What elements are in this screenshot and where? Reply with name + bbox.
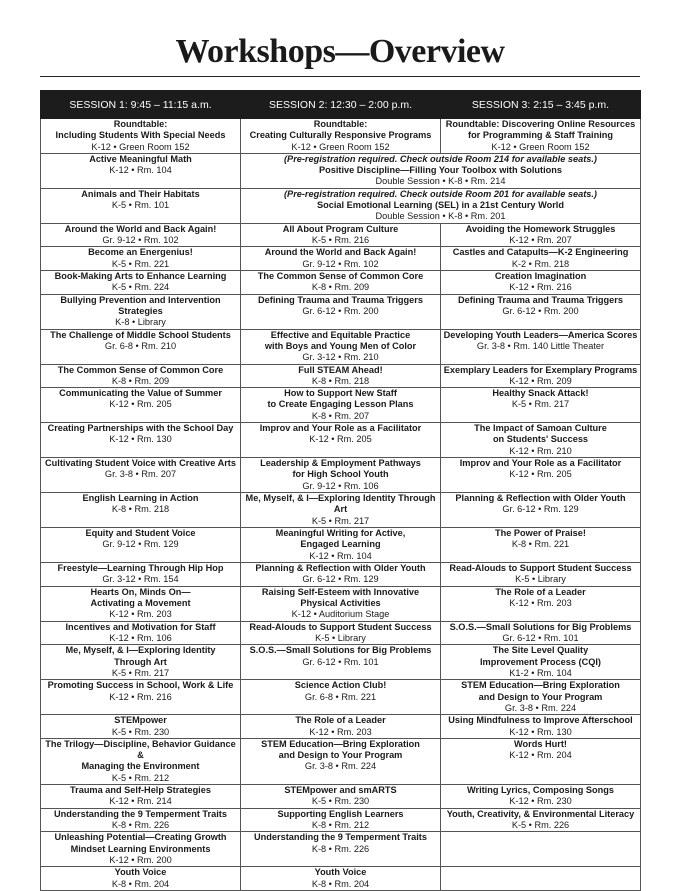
workshop-cell [41,832,241,867]
grade-room-info: K-5 • Rm. 230 [111,726,170,737]
registration-note: (Pre-registration required. Check outside Room 201 for available seats.) [284,188,597,199]
workshop-title: STEM Education—Bring Exploration [461,680,620,691]
workshop-title: Understanding the 9 Temperment Traits [54,808,227,819]
workshop-title: Improv and Your Role as a Facilitator [259,423,422,434]
workshop-cell [41,586,241,621]
title-divider [40,76,640,77]
workshop-title: The Common Sense of Common Core [257,271,424,282]
workshop-cell [441,808,641,832]
table-row [41,329,641,364]
workshop-cell [241,329,441,364]
workshop-title: Cultivating Student Voice with Creative Arts [45,458,236,469]
grade-room-info: Gr. 9-12 • Rm. 102 [302,258,379,269]
workshop-title: Equity and Student Voice [85,528,196,539]
workshop-cell [241,223,441,247]
workshop-title: Full STEAM Ahead! [298,364,383,375]
workshop-title: Words Hurt! [514,738,567,749]
workshop-title: The Impact of Samoan Culture [474,423,607,434]
grade-room-info: Gr. 6-12 • Rm. 200 [302,305,379,316]
workshop-title: Physical Activities [300,597,381,608]
grade-room-info: K-8 • Library [115,317,166,328]
workshop-title: Avoiding the Homework Struggles [465,223,616,234]
grade-room-info: K-12 • Green Room 152 [291,141,390,152]
workshop-cell [41,867,241,891]
workshop-title: STEM Education—Bring Exploration [261,738,420,749]
workshop-cell [241,832,441,867]
workshop-title: to Create Engaging Lesson Plans [267,399,414,410]
grade-room-info: K-8 • Rm. 209 [311,282,370,293]
workshop-cell [241,119,441,154]
table-row [41,294,641,329]
workshop-title: Science Action Club! [294,680,387,691]
grade-room-info: K1-2 • Rm. 104 [509,667,572,678]
workshop-title: Me, Myself, & I—Exploring Identity [65,645,216,656]
workshop-cell [241,808,441,832]
workshops-table-body [41,119,641,891]
workshop-title: and Design to Your Program [478,691,603,702]
workshop-cell [241,680,441,715]
grade-room-info: K-12 • Rm. 210 [509,445,572,456]
table-row [41,680,641,715]
workshop-title: Raising Self-Esteem with Innovative [261,586,420,597]
workshop-title: S.O.S.—Small Solutions for Big Problems [249,645,432,656]
workshop-title: Incentives and Motivation for Staff [65,621,216,632]
table-row [41,785,641,809]
workshop-title: Bullying Prevention and Intervention Strategies [60,294,221,316]
workshop-cell [41,458,241,493]
workshop-title: Youth Voice [114,867,167,878]
workshop-title: Trauma and Self-Help Strategies [70,785,211,796]
workshop-title: for High School Youth [292,469,389,480]
workshop-title: Improvement Process (CQI) [479,656,601,667]
workshop-cell [441,423,641,458]
grade-room-info: K-5 • Rm. 221 [111,258,170,269]
workshop-cell [241,294,441,329]
workshop-cell [441,645,641,680]
grade-room-info: K-5 • Rm. 216 [311,235,370,246]
grade-room-info: Gr. 6-8 • Rm. 210 [104,340,177,351]
workshop-title: Creating Partnerships with the School Day [47,423,234,434]
workshop-title: Communicating the Value of Summer [59,388,222,399]
workshop-title: S.O.S.—Small Solutions for Big Problems [449,621,632,632]
grade-room-info: K-12 • Rm. 209 [509,375,572,386]
grade-room-info: K-12 • Green Room 152 [491,141,590,152]
grade-room-info: Gr. 3-8 • Rm. 224 [304,761,377,772]
workshop-cell [41,294,241,329]
workshop-title: Become an Energenius! [88,247,193,258]
table-row [41,493,641,528]
workshop-title: Me, Myself, & I—Exploring Identity Through Art [245,493,436,515]
workshop-cell [241,563,441,587]
table-row [41,715,641,739]
workshop-cell [41,785,241,809]
grade-room-info: K-12 • Rm. 205 [509,469,572,480]
grade-room-info: K-12 • Rm. 130 [109,434,172,445]
workshop-cell [241,867,441,891]
grade-room-info: K-12 • Rm. 205 [109,399,172,410]
grade-room-info: K-12 • Rm. 216 [509,282,572,293]
workshop-cell [41,528,241,563]
workshop-cell [441,458,641,493]
grade-room-info: K-5 • Rm. 226 [511,819,570,830]
workshop-cell [41,621,241,645]
workshop-cell [241,528,441,563]
table-row [41,153,641,188]
workshop-cell [41,715,241,739]
table-row [41,621,641,645]
page-title: Workshops—Overview [175,33,505,70]
grade-room-info: K-12 • Rm. 203 [309,726,372,737]
workshop-title: Developing Youth Leaders—America Scores [443,329,638,340]
grade-room-info: K-12 • Rm. 200 [109,854,172,865]
workshop-title: Healthy Snack Attack! [492,388,589,399]
session-header-row [41,91,641,119]
workshop-title: Animals and Their Habitats [81,188,200,199]
workshop-title: Read-Alouds to Support Student Success [249,621,432,632]
table-row [41,119,641,154]
workshop-cell [441,223,641,247]
workshop-cell [41,329,241,364]
workshop-title: Roundtable: [113,119,168,129]
workshop-title: The Challenge of Middle School Students [50,329,231,340]
workshop-cell [41,119,241,154]
workshop-title: Through Art [114,656,167,667]
workshop-cell [41,271,241,295]
grade-room-info: K-8 • Rm. 204 [111,878,170,889]
grade-room-info: K-5 • Rm. 217 [511,399,570,410]
workshop-title: Positive Discipline—Filling Your Toolbox with Solutions [319,165,562,176]
workshop-title: Roundtable: Discovering Online Resources [445,119,636,129]
workshop-title: Creation Imagination [494,271,587,282]
workshop-title: Leadership & Employment Pathways [260,458,421,469]
table-row [41,223,641,247]
grade-room-info: K-12 • Rm. 203 [109,609,172,620]
grade-room-info: K-12 • Rm. 130 [509,726,572,737]
table-header [41,91,641,119]
workshop-cell [441,563,641,587]
grade-room-info: Gr. 6-12 • Rm. 129 [502,504,579,515]
workshop-cell [441,586,641,621]
workshop-title: The Role of a Leader [295,715,386,726]
workshop-cell [441,493,641,528]
workshop-cell [441,528,641,563]
grade-room-info: K-12 • Rm. 104 [309,550,372,561]
table-row [41,458,641,493]
workshop-title: Read-Alouds to Support Student Success [449,563,632,574]
session-2-header: SESSION 2: 12:30 – 2:00 p.m. [241,91,441,119]
workshop-title: How to Support New Staff [284,388,397,399]
workshop-cell [441,247,641,271]
workshop-title: Roundtable: [313,119,368,129]
workshop-cell [41,223,241,247]
grade-room-info: K-12 • Rm. 204 [509,750,572,761]
grade-room-info: K-8 • Rm. 226 [111,819,170,830]
grade-room-info: K-12 • Rm. 230 [509,796,572,807]
table-row [41,586,641,621]
grade-room-info: K-2 • Rm. 218 [511,258,570,269]
grade-room-info: Gr. 3-8 • Rm. 140 Little Theater [476,340,605,351]
grade-room-info: Gr. 6-12 • Rm. 200 [502,305,579,316]
grade-room-info: K-12 • Rm. 214 [109,796,172,807]
grade-room-info: Gr. 6-8 • Rm. 221 [304,691,377,702]
workshops-table [40,90,641,891]
double-session-cell [241,188,641,223]
table-row [41,867,641,891]
workshop-cell [441,119,641,154]
workshop-cell [441,271,641,295]
grade-room-info: K-8 • Rm. 209 [111,375,170,386]
grade-room-info: K-8 • Rm. 218 [311,375,370,386]
grade-room-info: K-8 • Rm. 221 [511,539,570,550]
grade-room-info: K-5 • Rm. 224 [111,282,170,293]
workshop-title: Supporting English Learners [277,808,404,819]
empty-cell [441,832,641,867]
table-row [41,738,641,784]
workshop-title: All About Program Culture [282,223,399,234]
grade-room-info: Double Session • K-8 • Rm. 214 [375,176,506,187]
grade-room-info: Gr. 3-8 • Rm. 224 [504,702,577,713]
workshop-title: STEMpower and smARTS [284,785,397,796]
grade-room-info: K-5 • Rm. 212 [111,772,170,783]
table-row [41,832,641,867]
workshop-cell [241,738,441,784]
workshop-cell [41,188,241,223]
workshop-title: Social Emotional Learning (SEL) in a 21st Century World [317,200,564,211]
table-row [41,563,641,587]
grade-room-info: Gr. 3-8 • Rm. 207 [104,469,177,480]
workshop-title: The Role of a Leader [495,586,586,597]
workshop-cell [41,738,241,784]
workshop-title: Hearts On, Minds On— [90,586,191,597]
workshop-title: Activating a Movement [90,597,191,608]
workshop-cell [41,493,241,528]
workshop-cell [441,329,641,364]
workshop-title: Around the World and Back Again! [64,223,217,234]
workshop-title: Meaningful Writing for Active, [275,528,406,539]
workshop-title: Managing the Environment [81,761,200,772]
workshop-cell [241,493,441,528]
grade-room-info: K-8 • Rm. 204 [311,878,370,889]
workshop-title: The Common Sense of Common Core [57,364,224,375]
grade-room-info: Double Session • K-8 • Rm. 201 [375,211,506,222]
workshop-title: English Learning in Action [82,493,199,504]
table-row [41,271,641,295]
double-session-cell [241,153,641,188]
workshop-title: The Trilogy—Discipline, Behavior Guidance & [45,738,236,761]
grade-room-info: K-8 • Rm. 207 [311,410,370,421]
grade-room-info: Gr. 6-12 • Rm. 101 [502,632,579,643]
workshop-cell [241,645,441,680]
grade-room-info: Gr. 9-12 • Rm. 102 [102,235,179,246]
workshop-title: Including Students With Special Needs [55,130,226,141]
workshop-cell [441,388,641,423]
grade-room-info: K-8 • Rm. 212 [311,819,370,830]
workshop-title: with Boys and Young Men of Color [264,340,417,351]
workshop-cell [241,586,441,621]
workshop-cell [241,271,441,295]
workshop-cell [241,621,441,645]
workshop-cell [41,680,241,715]
workshop-title: Creating Culturally Responsive Programs [249,130,432,141]
workshop-title: Using Mindfulness to Improve Afterschool [448,715,633,726]
workshop-cell [441,715,641,739]
workshop-cell [41,388,241,423]
workshop-title: Book-Making Arts to Enhance Learning [54,271,227,282]
workshop-cell [241,423,441,458]
workshop-title: The Site Level Quality [492,645,589,656]
workshop-title: Castles and Catapults—K-2 Engineering [452,247,629,258]
table-row [41,423,641,458]
workshop-cell [241,715,441,739]
table-row [41,645,641,680]
grade-room-info: K-5 • Rm. 217 [111,667,170,678]
workshop-cell [41,247,241,271]
workshop-cell [41,808,241,832]
table-row [41,247,641,271]
workshop-title: Unleashing Potential—Creating Growth [54,832,227,843]
grade-room-info: K-12 • Rm. 106 [109,632,172,643]
workshop-title: Planning & Reflection with Older Youth [255,563,426,574]
workshop-title: on Students' Success [492,434,589,445]
workshop-title: Mindset Learning Environments [70,843,211,854]
workshop-cell [441,621,641,645]
grade-room-info: K-12 • Rm. 205 [309,434,372,445]
workshop-title: and Design to Your Program [278,750,403,761]
workshop-title: Writing Lyrics, Composing Songs [466,785,614,796]
grade-room-info: K-5 • Rm. 230 [311,796,370,807]
session-1-header: SESSION 1: 9:45 – 11:15 a.m. [41,91,241,119]
workshop-title: Effective and Equitable Practice [270,329,411,340]
registration-note: (Pre-registration required. Check outside Room 214 for available seats.) [284,153,597,164]
workshop-title: Improv and Your Role as a Facilitator [459,458,622,469]
table-row [41,388,641,423]
grade-room-info: K-5 • Rm. 217 [311,515,370,526]
workshop-title: Engaged Learning [300,539,381,550]
workshop-cell [41,645,241,680]
workshop-title: Defining Trauma and Trauma Triggers [258,294,423,305]
workshop-title: The Power of Praise! [495,528,586,539]
table-row [41,808,641,832]
grade-room-info: K-12 • Auditorium Stage [291,609,390,620]
workshop-cell [441,364,641,388]
grade-room-info: Gr. 6-12 • Rm. 101 [302,656,379,667]
grade-room-info: Gr. 9-12 • Rm. 129 [102,539,179,550]
grade-room-info: K-12 • Rm. 216 [109,691,172,702]
workshop-title: STEMpower [114,715,167,726]
workshop-title: Promoting Success in School, Work & Life [47,680,234,691]
grade-room-info: K-12 • Green Room 152 [91,141,190,152]
grade-room-info: Gr. 6-12 • Rm. 129 [302,574,379,585]
grade-room-info: K-8 • Rm. 226 [311,843,370,854]
workshop-cell [441,294,641,329]
workshop-cell [41,364,241,388]
workshop-cell [441,680,641,715]
table-row [41,528,641,563]
grade-room-info: Gr. 3-12 • Rm. 210 [302,352,379,363]
workshop-cell [441,738,641,784]
workshop-cell [41,563,241,587]
workshop-cell [241,388,441,423]
workshop-title: Understanding the 9 Temperment Traits [254,832,427,843]
workshop-title: Freestyle—Learning Through Hip Hop [57,563,224,574]
grade-room-info: K-5 • Rm. 101 [111,200,170,211]
grade-room-info: Gr. 9-12 • Rm. 106 [302,480,379,491]
workshop-cell [241,364,441,388]
workshop-title: Defining Trauma and Trauma Triggers [458,294,623,305]
table-row [41,364,641,388]
grade-room-info: K-12 • Rm. 104 [109,165,172,176]
workshop-title: for Programming & Staff Training [468,130,613,141]
grade-room-info: Gr. 3-12 • Rm. 154 [102,574,179,585]
workshop-cell [241,247,441,271]
workshop-title: Youth Voice [314,867,367,878]
grade-room-info: K-8 • Rm. 218 [111,504,170,515]
workshop-cell [41,423,241,458]
workshop-cell [441,785,641,809]
workshop-title: Around the World and Back Again! [264,247,417,258]
workshop-title: Exemplary Leaders for Exemplary Programs [443,364,638,375]
table-row [41,188,641,223]
grade-room-info: K-5 • Library [515,574,566,585]
grade-room-info: K-12 • Rm. 207 [509,235,572,246]
grade-room-info: K-5 • Library [315,632,366,643]
grade-room-info: K-12 • Rm. 203 [509,597,572,608]
workshop-title: Active Meaningful Math [89,153,192,164]
workshop-title: Planning & Reflection with Older Youth [455,493,626,504]
workshop-cell [241,785,441,809]
workshop-cell [241,458,441,493]
empty-cell [441,867,641,891]
workshop-title: Youth, Creativity, & Environmental Literacy [446,808,635,819]
session-3-header: SESSION 3: 2:15 – 3:45 p.m. [441,91,641,119]
workshop-cell [41,153,241,188]
